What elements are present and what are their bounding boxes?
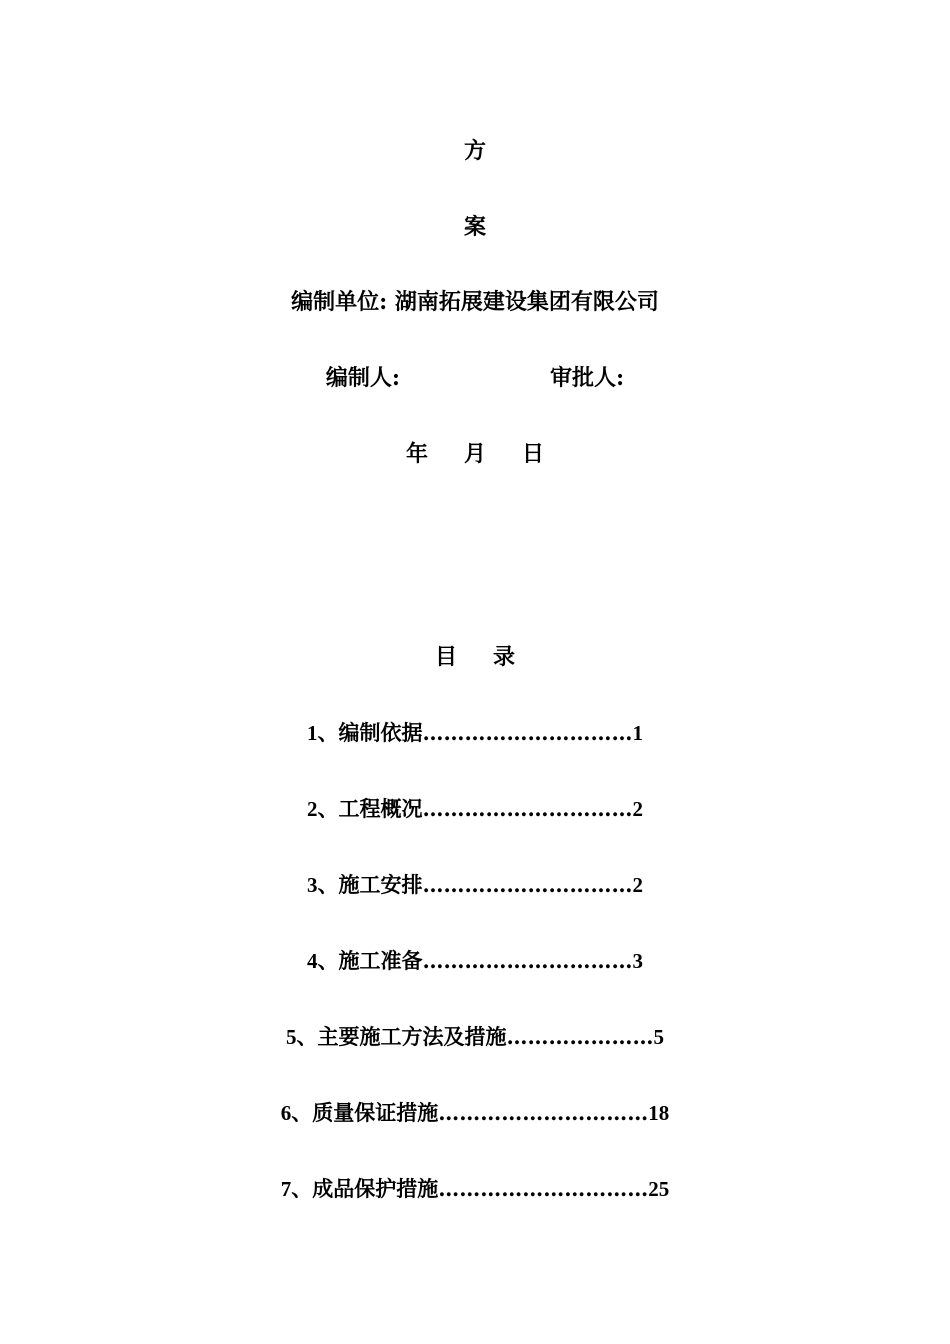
toc-item-label: 编制依据 [338,720,423,745]
toc-item [0,718,950,748]
toc-item-leader: ………………………… [422,796,633,821]
signers-row [0,363,950,393]
toc-item-page: 5 [653,1025,664,1049]
toc-item-number: 6、 [280,1101,313,1125]
toc-item-page: 3 [632,949,643,973]
toc-item [0,1022,950,1052]
toc-item [0,870,950,900]
toc-item-page: 1 [632,721,643,745]
cover-title-char-1: 方 [463,138,486,164]
toc-item [0,1174,950,1204]
toc-title-left: 目 [434,644,457,670]
toc-item-leader: ………………………… [422,872,633,897]
toc-item-page: 25 [648,1177,670,1201]
toc-item-leader: ………………………… [438,1176,649,1201]
toc-item-number: 7、 [280,1177,313,1201]
toc-item-number: 4、 [307,949,339,973]
toc-item-leader: ………………………… [422,948,633,973]
toc-item [0,794,950,824]
toc-item-leader: ………………………… [438,1100,649,1125]
toc-item-leader: ………………………… [422,720,633,745]
cover-title-char-2: 案 [463,214,486,240]
toc-title [0,642,950,672]
toc-item [0,1098,950,1128]
compiling-unit-label: 编制单位: [291,289,388,315]
approver-label: 审批人: [550,365,625,391]
toc-item-page: 2 [632,873,643,897]
toc-item-number: 2、 [307,797,339,821]
date-year: 年 [405,441,428,467]
toc-item-label: 质量保证措施 [312,1100,439,1125]
toc-item [0,946,950,976]
compiling-unit-value: 湖南拓展建设集团有限公司 [394,289,659,315]
compiling-unit [0,287,950,317]
toc-item-label: 施工准备 [338,948,423,973]
toc-item-number: 5、 [286,1025,318,1049]
date-row [0,439,950,469]
toc-item-label: 主要施工方法及措施 [317,1024,507,1049]
toc-item-number: 1、 [307,721,339,745]
toc-item-leader: ………………… [506,1024,654,1049]
toc-item-label: 成品保护措施 [312,1176,439,1201]
date-day: 日 [522,441,545,467]
toc-title-right: 录 [493,644,516,670]
toc-item-label: 工程概况 [338,796,423,821]
toc-item-label: 施工安排 [338,872,423,897]
toc-item-number: 3、 [307,873,339,897]
toc-item-page: 2 [632,797,643,821]
date-month: 月 [463,441,486,467]
toc-item-page: 18 [648,1101,670,1125]
compiler-label: 编制人: [325,365,400,391]
